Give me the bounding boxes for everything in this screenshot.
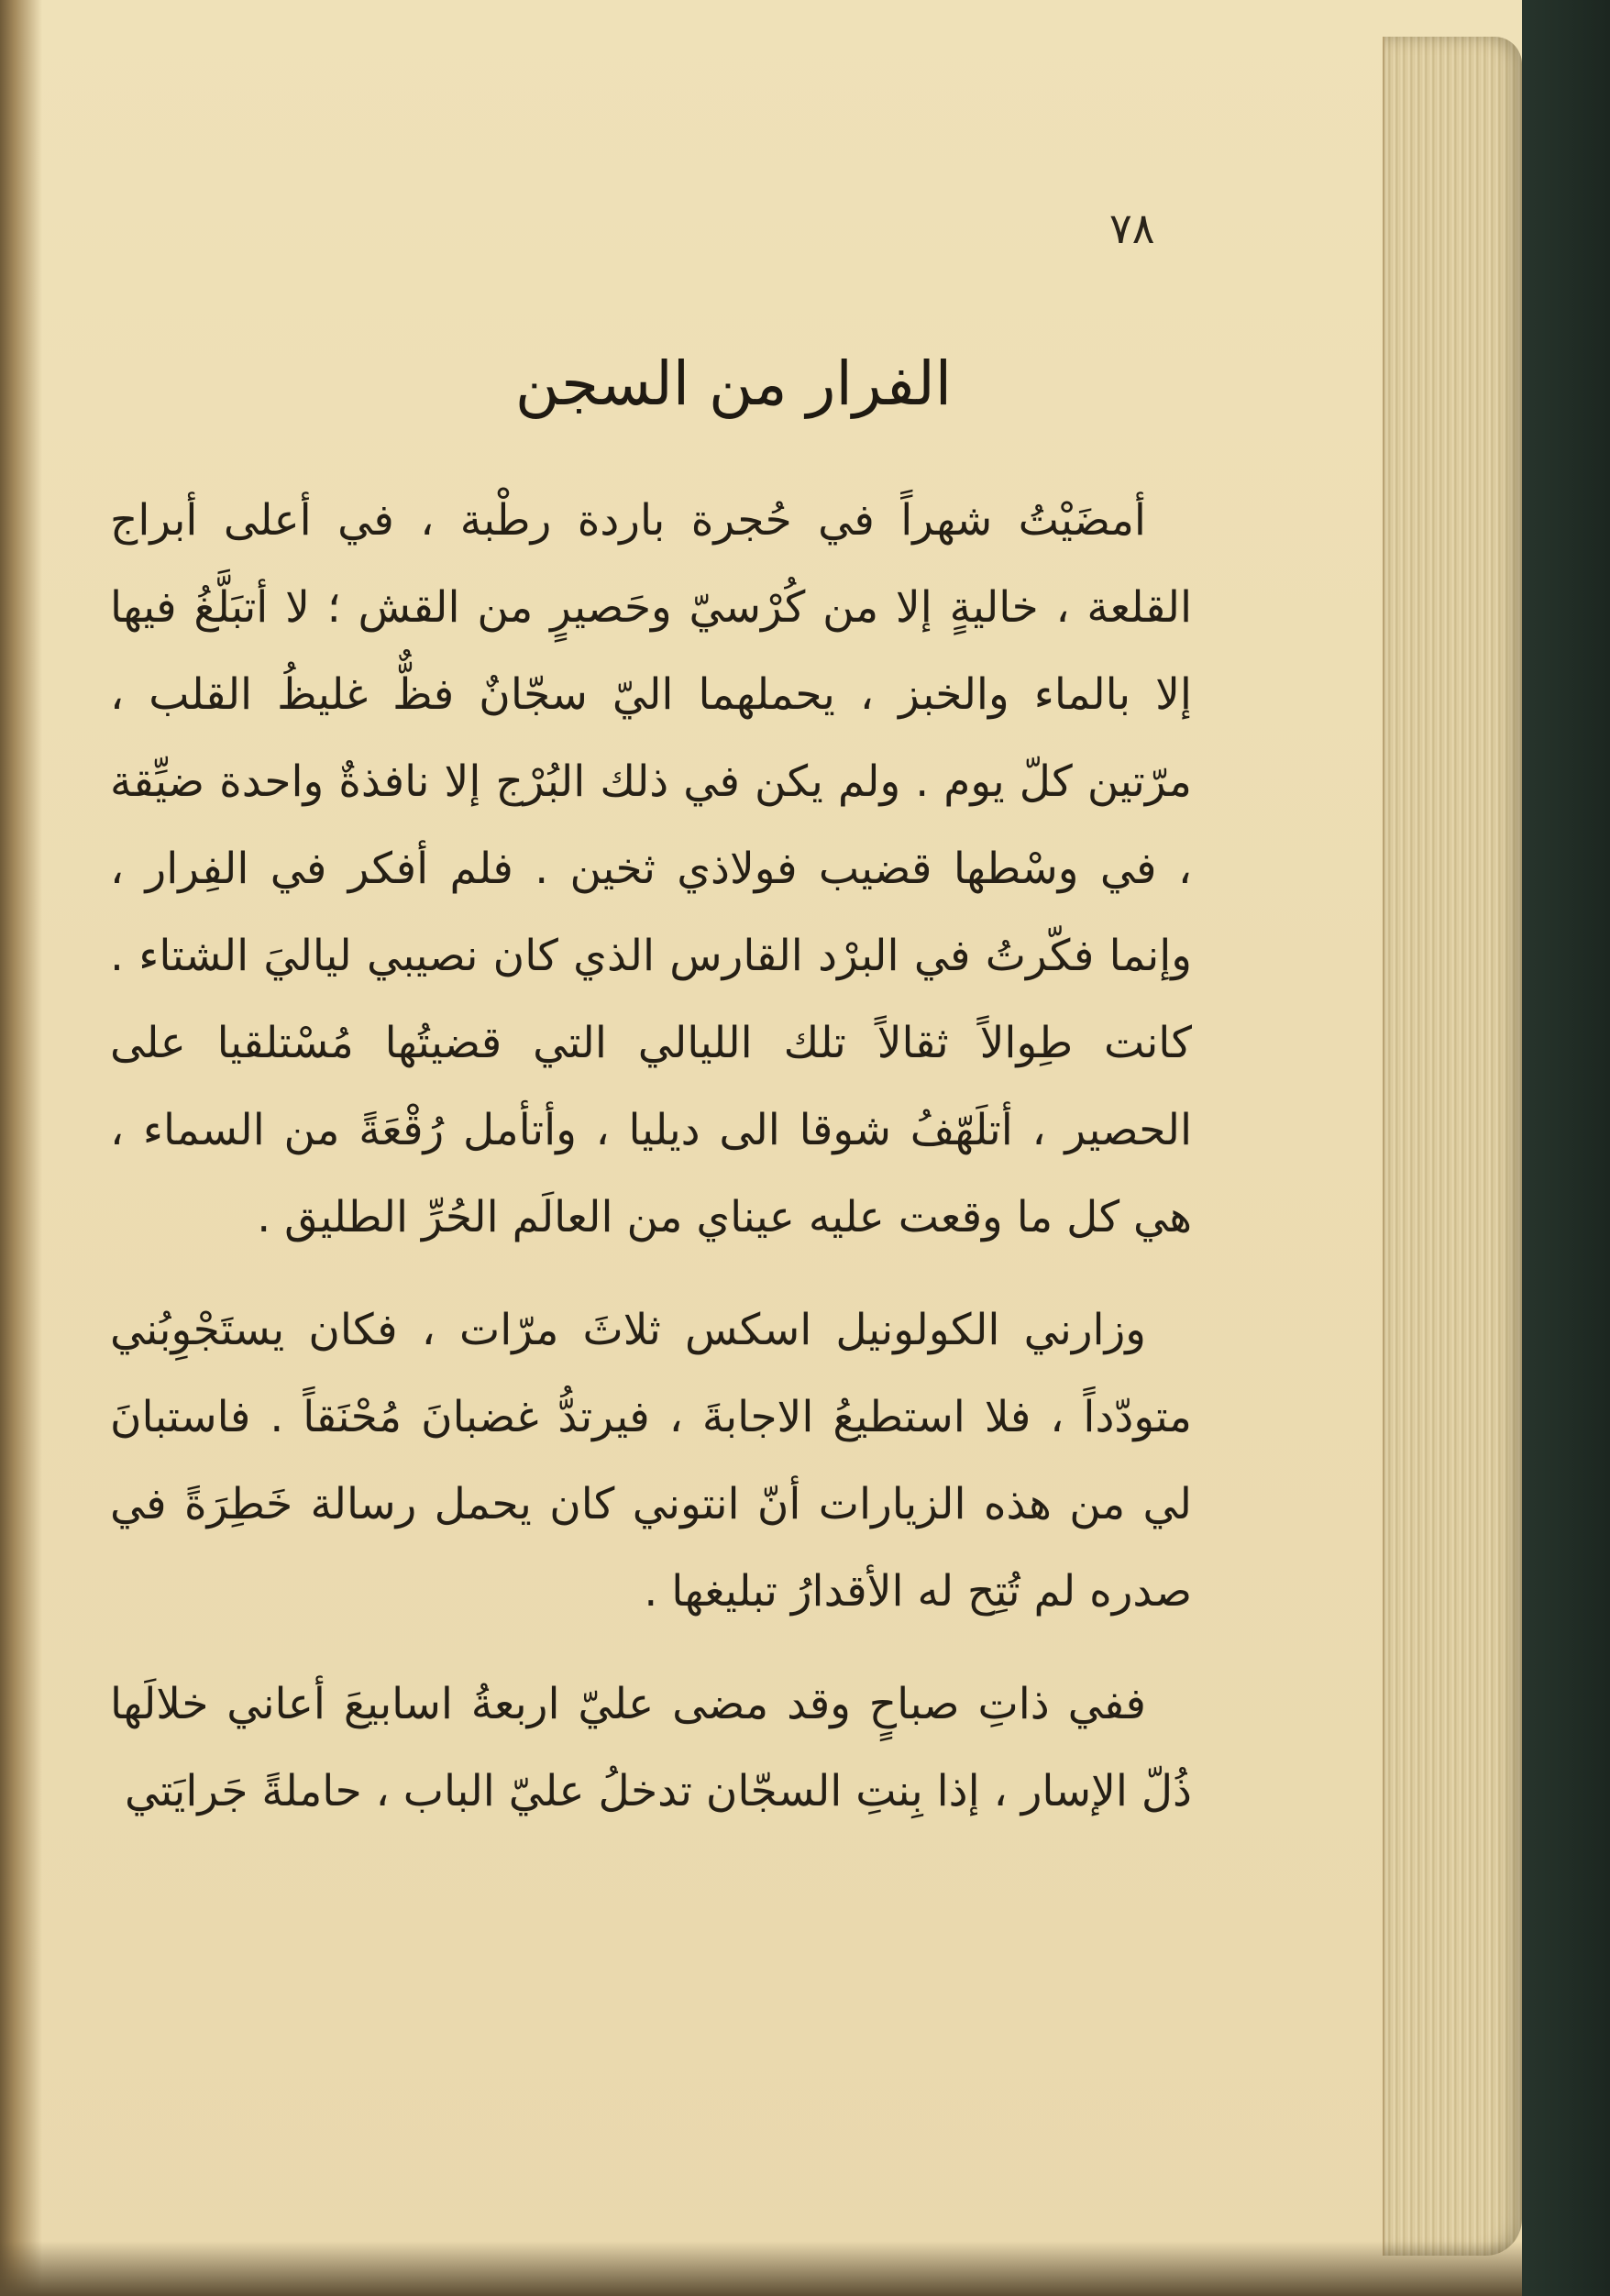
page-fore-edge bbox=[1383, 37, 1522, 2256]
chapter-title: الفرار من السجن bbox=[514, 348, 953, 419]
page-number: ٧٨ bbox=[1109, 204, 1155, 253]
paragraph-3: ففي ذاتِ صباحٍ وقد مضى عليّ اربعةُ اسابيعَ أعاني خلالَها ذُلّ الإسار ، إذا بِنتِ السجّان تدخلُ عليّ الباب ، حاملةً جَرايَتي bbox=[110, 1679, 1192, 1816]
page-bottom-shadow bbox=[0, 2241, 1522, 2296]
paragraph-2: وزارني الكولونيل اسكس ثلاثَ مرّات ، فكان يستَجْوِبُني متودّداً ، فلا استطيعُ الاجابةَ ، فيرتدُّ غضبانَ مُحْنَقاً . فاستبانَ لي من هذه الزيارات أنّ انتوني كان يحمل رسالة خَطِرَةً في صدره لم تُتِح له الأقدارُ تبليغها . bbox=[110, 1305, 1192, 1617]
body-text bbox=[110, 477, 1192, 1860]
paragraph-1: أمضَيْتُ شهراً في حُجرة باردة رطْبة ، في أعلى أبراج القلعة ، خاليةٍ إلا من كُرْسيّ وحَصيرٍ من القش ؛ لا أتبَلَّغُ فيها إلا بالماء والخبز ، يحملهما اليّ سجّانٌ فظٌّ غليظُ القلب ، مرّتين كلّ يوم . ولم يكن في ذلك البُرْج إلا نافذةٌ واحدة ضيِّقة ، في وسْطها قضيب فولاذي ثخين . فلم أفكر في الفِرار ، وإنما فكّرتُ في البرْد القارس الذي كان نصيبي لياليَ الشتاء . كانت طِوالاً ثقالاً تلك الليالي التي قضيتُها مُسْتلقيا على الحصير ، أتلَهّفُ شوقا الى ديليا ، وأتأمل رُقْعَةً من السماء ، هي كل ما وقعت عليه عيناي من العالَم الحُرِّ الطليق . bbox=[110, 495, 1192, 1242]
